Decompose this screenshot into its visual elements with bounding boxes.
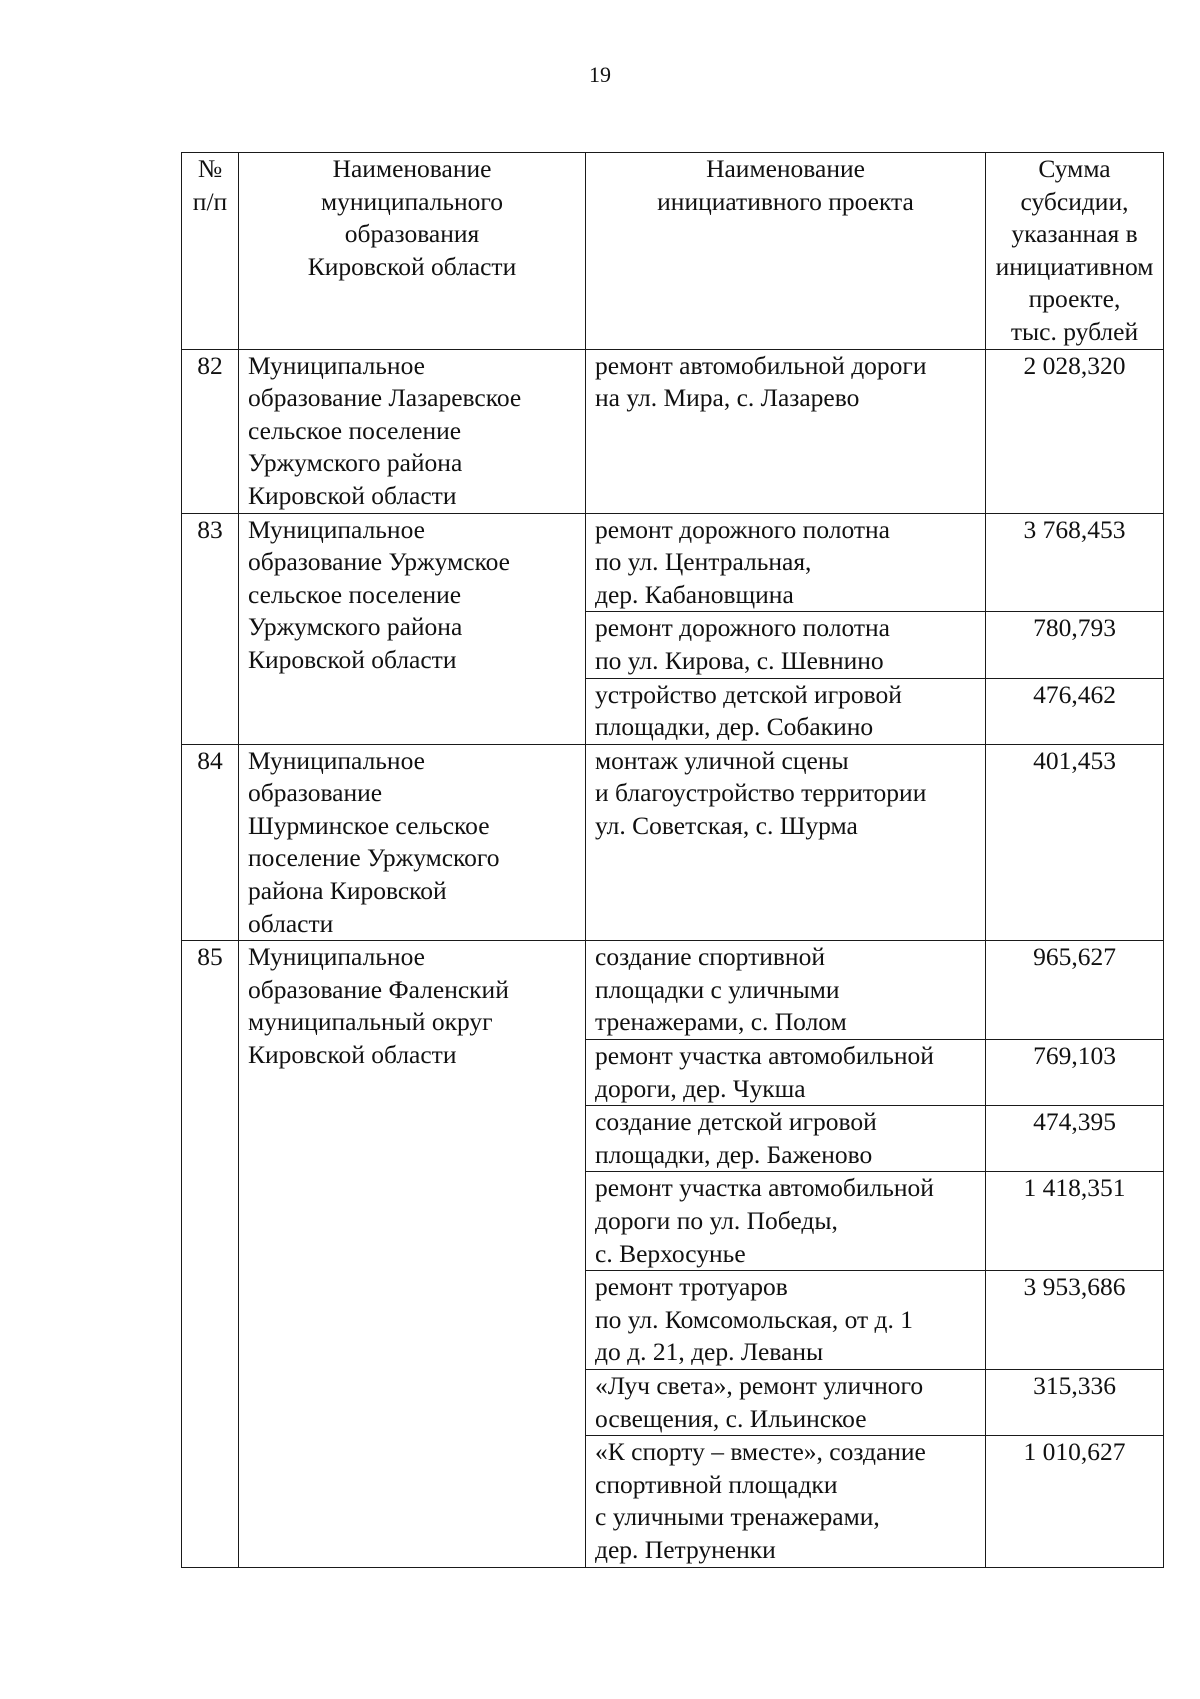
header-sum-line: тыс. рублей <box>1010 316 1139 346</box>
header-num-line: п/п <box>192 186 228 216</box>
header-sum <box>986 153 1164 350</box>
municipality-line: образование Лазаревское <box>248 383 522 413</box>
subsidy-table <box>181 152 1164 1568</box>
municipality-line: Муниципальное <box>248 350 425 380</box>
project-name <box>586 513 986 612</box>
project-line: «Луч света», ремонт уличного <box>595 1370 924 1400</box>
subsidy-amount: 3 953,686 <box>986 1271 1164 1370</box>
header-municipality <box>239 153 586 350</box>
project-name <box>586 1436 986 1567</box>
subsidy-amount: 1 010,627 <box>986 1436 1164 1567</box>
municipality-line: Муниципальное <box>248 745 425 775</box>
project-name <box>586 1271 986 1370</box>
project-line: дороги, дер. Чукша <box>595 1073 806 1103</box>
subsidy-amount: 965,627 <box>986 941 1164 1040</box>
subsidy-amount: 2 028,320 <box>986 349 1164 513</box>
municipality-name <box>239 513 586 744</box>
project-name <box>586 349 986 513</box>
project-line: ремонт автомобильной дороги <box>595 350 927 380</box>
municipality-line: Шурминское сельское <box>248 810 490 840</box>
municipality-line: Муниципальное <box>248 942 425 972</box>
municipality-line: образование <box>248 778 383 808</box>
header-sum-line: указанная в <box>1011 219 1138 249</box>
table-row <box>182 941 1164 1040</box>
municipality-line: Кировской области <box>248 644 457 674</box>
project-line: ремонт тротуаров <box>595 1272 788 1302</box>
municipality-name <box>239 744 586 941</box>
table-row <box>182 349 1164 513</box>
municipality-line: района Кировской <box>248 876 447 906</box>
project-line: по ул. Кирова, с. Шевнино <box>595 645 884 675</box>
project-line: спортивной площадки <box>595 1469 838 1499</box>
subsidy-amount: 401,453 <box>986 744 1164 941</box>
table-row <box>182 744 1164 941</box>
row-number: 84 <box>182 744 239 941</box>
municipality-line: образование Уржумское <box>248 547 510 577</box>
subsidy-amount: 474,395 <box>986 1106 1164 1172</box>
project-line: с. Верхосунье <box>595 1238 746 1268</box>
project-line: ремонт дорожного полотна <box>595 514 890 544</box>
table-header-row <box>182 153 1164 350</box>
project-line: с уличными тренажерами, <box>595 1502 880 1532</box>
row-number: 83 <box>182 513 239 744</box>
header-sum-line: инициативном <box>995 251 1154 281</box>
header-sum-line: Сумма <box>1038 154 1111 183</box>
project-line: площадки, дер. Собакино <box>595 712 874 742</box>
project-name <box>586 678 986 744</box>
header-project-line: Наименование <box>706 154 865 183</box>
subsidy-amount: 476,462 <box>986 678 1164 744</box>
subsidy-amount: 315,336 <box>986 1369 1164 1435</box>
project-line: по ул. Центральная, <box>595 547 812 577</box>
municipality-line: Уржумского района <box>248 448 463 478</box>
header-project <box>586 153 986 350</box>
project-name <box>586 1172 986 1271</box>
header-municipality-line: Наименование <box>332 154 492 183</box>
header-num-line: № <box>197 154 223 183</box>
page-number: 19 <box>589 62 611 87</box>
municipality-line: сельское поселение <box>248 415 462 445</box>
municipality-line: сельское поселение <box>248 579 462 609</box>
subsidy-amount: 780,793 <box>986 612 1164 678</box>
project-name <box>586 1369 986 1435</box>
project-name <box>586 941 986 1040</box>
table-row <box>182 513 1164 612</box>
header-project-line: инициативного проекта <box>657 186 914 216</box>
row-number: 82 <box>182 349 239 513</box>
project-line: тренажерами, с. Полом <box>595 1007 847 1037</box>
municipality-name <box>239 349 586 513</box>
project-line: ремонт участка автомобильной <box>595 1041 934 1071</box>
header-municipality-line: образования <box>344 219 480 249</box>
project-name <box>586 1040 986 1106</box>
municipality-line: Уржумского района <box>248 612 463 642</box>
project-line: монтаж уличной сцены <box>595 745 849 775</box>
municipality-line: Кировской области <box>248 480 457 510</box>
project-line: дороги по ул. Победы, <box>595 1206 838 1235</box>
project-line: устройство детской игровой <box>595 679 902 709</box>
header-sum-line: проекте, <box>1028 284 1121 314</box>
project-line: ул. Советская, с. Шурма <box>595 810 858 840</box>
project-line: и благоустройство территории <box>595 778 927 808</box>
project-name <box>586 744 986 941</box>
header-municipality-line: Кировской области <box>307 251 517 281</box>
header-num <box>182 153 239 350</box>
header-municipality-line: муниципального <box>321 186 503 216</box>
project-name <box>586 612 986 678</box>
project-line: по ул. Комсомольская, от д. 1 <box>595 1304 914 1334</box>
project-line: создание детской игровой <box>595 1107 877 1137</box>
municipality-line: области <box>248 908 334 938</box>
municipality-name <box>239 941 586 1567</box>
project-line: дер. Петруненки <box>595 1534 776 1564</box>
row-number: 85 <box>182 941 239 1567</box>
municipality-line: Кировской области <box>248 1040 457 1070</box>
subsidy-amount: 1 418,351 <box>986 1172 1164 1271</box>
project-line: площадки с уличными <box>595 974 840 1004</box>
project-name <box>586 1106 986 1172</box>
project-line: площадки, дер. Баженово <box>595 1139 873 1169</box>
project-line: до д. 21, дер. Леваны <box>595 1337 824 1367</box>
municipality-line: поселение Уржумского <box>248 843 500 873</box>
project-line: на ул. Мира, с. Лазарево <box>595 383 860 413</box>
header-sum-line: субсидии, <box>1020 186 1129 216</box>
project-line: освещения, с. Ильинское <box>595 1403 867 1433</box>
project-line: ремонт участка автомобильной <box>595 1173 934 1203</box>
project-line: ремонт дорожного полотна <box>595 613 890 643</box>
project-line: создание спортивной <box>595 942 825 972</box>
municipality-line: Муниципальное <box>248 514 425 544</box>
municipality-line: образование Фаленский <box>248 974 509 1004</box>
project-line: «К спорту – вместе», создание <box>595 1437 926 1467</box>
municipality-line: муниципальный округ <box>248 1007 493 1037</box>
project-line: дер. Кабановщина <box>595 579 794 609</box>
subsidy-amount: 3 768,453 <box>986 513 1164 612</box>
subsidy-amount: 769,103 <box>986 1040 1164 1106</box>
